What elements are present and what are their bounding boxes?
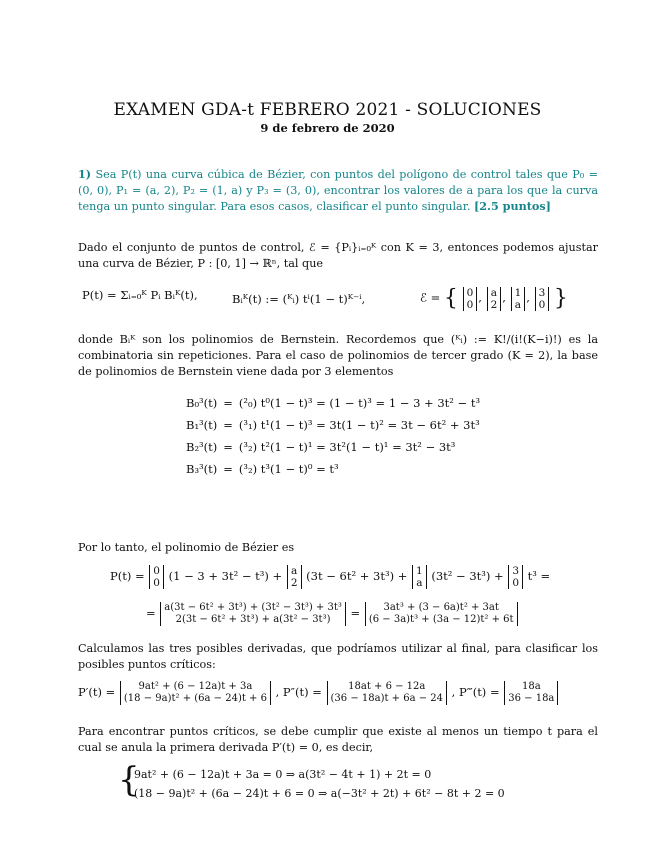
bezier-expansion-1: P(t) = 0 0 (1 − 3 + 3t² − t³) + a 2 (3t − 6t² + 3t³) + 1 a (3t² − 3t³) + 3 0 t³ = [110,565,551,589]
bezier-vector-p3: 3 0 [508,565,523,589]
document-title: EXAMEN GDA-t FEBRERO 2021 - SOLUCIONES [113,100,542,120]
system-brace: { [118,760,140,800]
problem-points: [2.5 puntos] [473,198,551,213]
def-control-set: ℰ = { 0 0 , a 2 , 1 a , 3 0 } [420,286,568,311]
first-derivative-matrix: 9at² + (6 − 12a)t + 3a (18 − 9a)t² + (6a − 24)t + 6 [120,681,271,705]
def-control-set-label: ℰ = [420,290,441,305]
problem-text: Sea P(t) una curva cúbica de Bézier, con puntos del polígono de control tales que P₀ = (0, 0), P₁ = (a, 2), P₂ = (1, a) y P₃ = (3, 0), encontrar los valores de a para los que la curva tenga un punto singular. Para esos casos, clasificar el punto singular. [78,168,598,213]
bernstein-row-1: B₁³(t) = (³₁) t¹(1 − t)³ = 3t(1 − t)² = 3t − 6t² + 3t³ [186,418,480,432]
def-bernstein: Bᵢᴷ(t) := (ᴷᵢ) tⁱ(1 − t)ᴷ⁻ⁱ, [232,292,366,306]
control-vector-0: 0 0 [463,287,478,311]
bernstein-basis-table [183,392,483,480]
bernstein-row-2: B₂³(t) = (³₂) t²(1 − t)¹ = 3t²(1 − t)¹ = 3t² − 3t³ [186,440,456,454]
def-bezier-sum: P(t) = Σᵢ₌₀ᴷ Pᵢ Bᵢᴷ(t), [82,288,198,302]
system-equation-1: 9at² + (6 − 12a)t + 3a = 0 ⇒ a(3t² − 4t + 1) + 2t = 0 [134,768,432,781]
bezier-matrix-expanded: a(3t − 6t² + 3t³) + (3t² − 3t³) + 3t³ 2(3t − 6t² + 3t³) + a(3t² − 3t³) [160,602,346,626]
bezier-expansion-2: = a(3t − 6t² + 3t³) + (3t² − 3t³) + 3t³ 2(3t − 6t² + 3t³) + a(3t² − 3t³) = 3at³ + (3 − 6a)t² + 3at (6 − 3a)t³ + (3a − 12)t² + 6t [146,602,519,626]
problem-statement [78,167,598,214]
bernstein-row-0: B₀³(t) = (²₀) t⁰(1 − t)³ = (1 − t)³ = 1 − 3 + 3t² − t³ [186,396,481,410]
document-date: 9 de febrero de 2020 [260,121,395,135]
control-vector-2: 1 a [511,287,526,311]
bernstein-row-3: B₃³(t) = (³₂) t³(1 − t)⁰ = t³ [186,462,339,476]
bernstein-paragraph: donde Bᵢᴷ son los polinomios de Bernstein. Recordemos que (ᴷᵢ) := K!/(i!(K−i)!) es la combinatoria sin repeticiones. Para el caso de polinomios de tercer grado (K = 2), la base de polinomios de Bernstein viene dada por 3 elementos [78,333,598,378]
bezier-matrix-simplified: 3at³ + (3 − 6a)t² + 3at (6 − 3a)t³ + (3a − 12)t² + 6t [365,602,518,626]
intro-paragraph: Dado el conjunto de puntos de control, ℰ = {Pᵢ}ᵢ₌₀ᴷ con K = 3, entonces podemos ajustar una curva de Bézier, P : [0, 1] → ℝⁿ, tal que [78,241,598,270]
system-equation-2: (18 − 9a)t² + (6a − 24)t + 6 = 0 ⇒ a(−3t² + 2t) + 6t² − 8t + 2 = 0 [134,787,505,800]
bezier-paragraph: Por lo tanto, el polinomio de Bézier es [78,541,295,554]
derivatives-line: P′(t) = 9at² + (6 − 12a)t + 3a (18 − 9a)t² + (6a − 24)t + 6 , P″(t) = 18at + 6 − 12a (36 − 18a)t + 6a − 24 , P‴(t) = 18a 36 − 18a [78,681,559,705]
second-derivative-matrix: 18at + 6 − 12a (36 − 18a)t + 6a − 24 [327,681,448,705]
control-vector-1: a 2 [487,287,502,311]
bezier-vector-p1: a 2 [287,565,302,589]
derivatives-paragraph: Calculamos las tres posibles derivadas, que podríamos utilizar al final, para clasificar los posibles puntos críticos: [78,642,598,671]
critical-points-paragraph: Para encontrar puntos críticos, se debe cumplir que existe al menos un tiempo t para el cual se anula la primera derivada P′(t) = 0, es decir, [78,725,598,754]
bezier-vector-p0: 0 0 [149,565,164,589]
bezier-vector-p2: 1 a [412,565,427,589]
problem-number: 1) [78,167,92,181]
third-derivative-matrix: 18a 36 − 18a [504,681,558,705]
control-vector-3: 3 0 [535,287,550,311]
